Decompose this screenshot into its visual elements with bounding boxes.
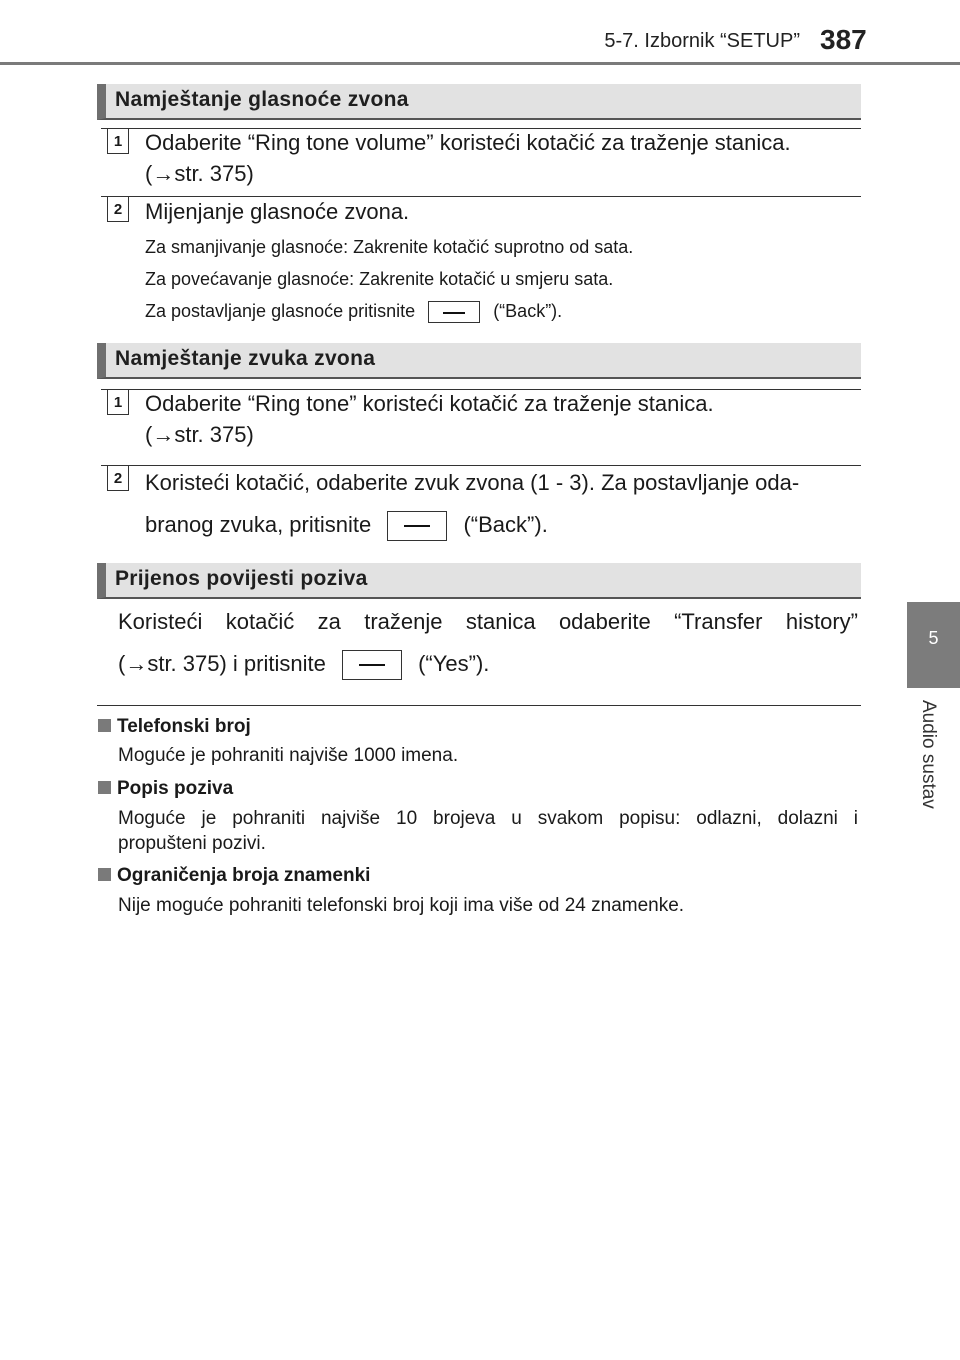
step-text-continued [145, 510, 548, 541]
step-number-1: 1 [107, 128, 129, 154]
page-reference: (→str. 375) [145, 422, 254, 447]
section-title: Namještanje glasnoće zvona [115, 88, 409, 111]
chapter-tab-number: 5 [928, 628, 939, 648]
section-header-ring-volume [97, 84, 861, 120]
page-reference: (→str. 375) [145, 161, 254, 186]
chapter-tab-label: Audio sustav [918, 700, 939, 809]
note-title: Telefonski broj [117, 716, 251, 737]
note-heading [98, 778, 233, 800]
step-text-part: branog zvuka, pritisnite [145, 512, 372, 537]
body-text-continued [118, 649, 489, 680]
chapter-title: 5-7. Izbornik “SETUP” [604, 30, 800, 52]
note-heading [98, 716, 251, 738]
step-rule [101, 465, 861, 466]
note-heading [98, 865, 370, 887]
note-body: Nije moguće pohraniti telefonski broj koji ima više od 24 znamenke. [118, 895, 685, 916]
body-text-part: (“Yes”). [418, 651, 490, 676]
step-text: Koristeći kotačić, odaberite zvuk zvona (1 - 3). Za postavljanje oda- [145, 470, 800, 495]
step-number-2: 2 [107, 465, 129, 491]
note-body-continued: propušteni pozivi. [118, 833, 266, 854]
note-body: Moguće je pohraniti najviše 1000 imena. [118, 745, 459, 766]
header-rule [0, 62, 960, 65]
note-body: Moguće je pohraniti najviše 10 brojeva u svakom popisu: odlazni, dolazni i [118, 808, 858, 829]
section-header-ring-tone [97, 343, 861, 379]
square-bullet-icon [98, 781, 111, 794]
page-number: 387 [820, 24, 867, 55]
note-title: Popis poziva [117, 778, 234, 799]
back-button-icon [428, 301, 480, 323]
back-button-icon [387, 511, 447, 541]
step-text-part: (“Back”). [463, 512, 548, 537]
yes-button-icon [342, 650, 402, 680]
square-bullet-icon [98, 868, 111, 881]
body-text-part: (→str. 375) i pritisnite [118, 651, 326, 676]
step-text: Odaberite “Ring tone volume” koristeći kotačić za traženje stanica. [145, 130, 791, 155]
body-text: Koristeći kotačić za traženje stanica odaberite “Transfer history” [118, 609, 858, 634]
step-text: Mijenjanje glasnoće zvona. [145, 199, 410, 224]
step-text: Odaberite “Ring tone” koristeći kotačić za traženje stanica. [145, 391, 714, 416]
detail-text: Za povećavanje glasnoće: Zakrenite kotačić u smjeru sata. [145, 269, 614, 289]
note-title: Ograničenja broja znamenki [117, 865, 371, 886]
step-number-2: 2 [107, 196, 129, 222]
detail-text-part: Za postavljanje glasnoće pritisnite [145, 301, 416, 321]
step-number-1: 1 [107, 389, 129, 415]
section-title: Prijenos povijesti poziva [115, 567, 368, 590]
notes-divider [97, 705, 861, 706]
section-title: Namještanje zvuka zvona [115, 347, 376, 370]
detail-text [145, 301, 562, 323]
section-header-call-history [97, 563, 861, 599]
square-bullet-icon [98, 719, 111, 732]
detail-text-part: (“Back”). [493, 301, 563, 321]
detail-text: Za smanjivanje glasnoće: Zakrenite kotačić suprotno od sata. [145, 237, 634, 257]
